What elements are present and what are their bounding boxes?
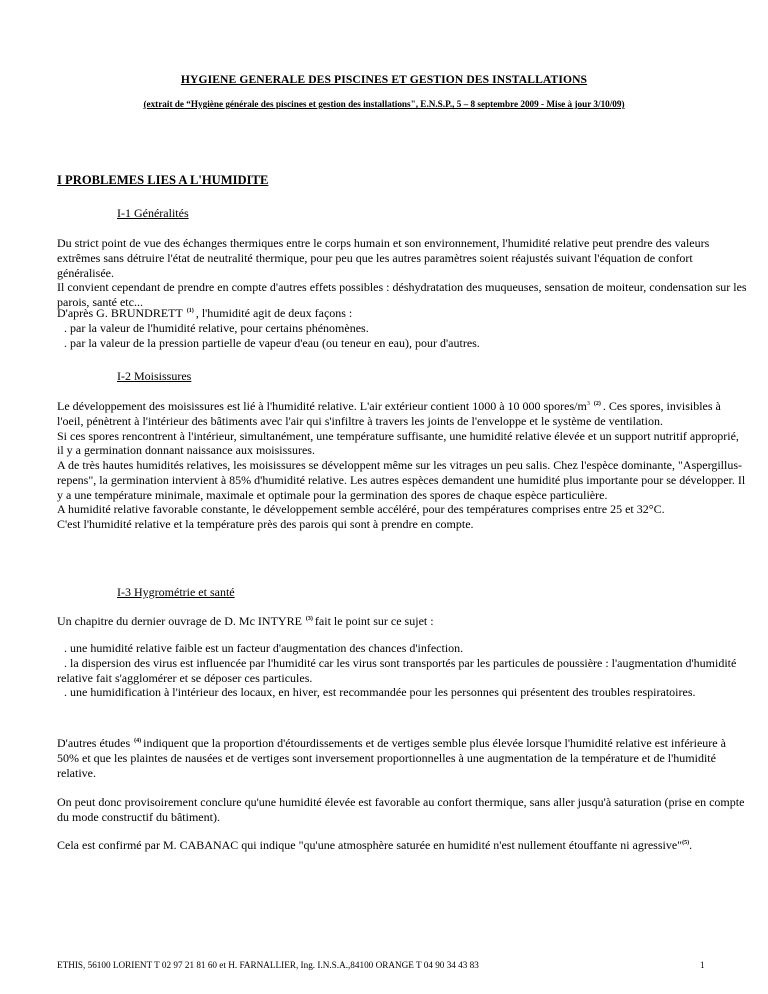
footnote-ref: (2) xyxy=(593,401,601,407)
text-run: . Ces spores, invisibles à l'oeil, pénètrent à l'intérieur des bâtiments avec l'air qui s'infiltre à travers les joints de l'enveloppe et le système de ventilation. xyxy=(57,399,721,428)
text-run: Un chapitre du dernier ouvrage de D. Mc INTYRE xyxy=(57,614,302,628)
subsection-heading-hygrometrie: I-3 Hygrométrie et santé xyxy=(117,585,235,599)
section-heading: I PROBLEMES LIES A L'HUMIDITE xyxy=(57,173,269,187)
footnote-ref: (4) xyxy=(134,738,142,744)
paragraph: Il convient cependant de prendre en compte d'autres effets possibles : déshydratation des muqueuses, sensation de moiteur, condensation sur les parois, santé etc... xyxy=(57,280,747,309)
cabanac-paragraph xyxy=(57,838,747,853)
page-footer: ETHIS, 56100 LORIENT T 02 97 21 81 60 et H. FARNALLIER, Ing. I.N.S.A.,84100 ORANGE T 04 90 34 43 83 xyxy=(57,960,479,970)
text-run: . xyxy=(689,838,693,852)
document-title: HYGIENE GENERALE DES PISCINES ET GESTION DES INSTALLATIONS xyxy=(180,73,588,86)
paragraph: A humidité relative favorable constante, le développement semble accéléré, pour des températures comprises entre 25 et 32°C. xyxy=(57,502,665,517)
conclusion-paragraph xyxy=(57,795,747,825)
document-subtitle: (extrait de “Hygiène générale des piscines et gestion des installations", E.N.S.P., 5 – 8 septembre 2009 - Mise à jour 3/10/09) xyxy=(143,99,625,109)
paragraph: Si ces spores rencontrent à l'intérieur, simultanément, une température suffisante, une humidité relative élevée et un support nutritif approprié, il y a germination donnant naissance aux moisissures. xyxy=(57,428,739,458)
paragraph: A de très hautes humidités relatives, les moisissures se développent même sur les vitrages un peu salis. Chez l'espèce dominante, "Aspergillus-repens", la germination intervient à 85% d'humidité relative. Les autres espèces demandent une humidité plus importante pour se développer. Il y a une température minimale, maximale et optimale pour la germination des spores de chaque espèce particulière. xyxy=(57,458,746,502)
text-run: Cela est confirmé par M. CABANAC qui indique "qu'une atmosphère saturée en humidité n'est nullement étouffante ni agressive" xyxy=(57,838,683,852)
hygrometrie-intro xyxy=(57,614,747,629)
paragraph: C'est l'humidité relative et la température près des parois qui sont à prendre en compte. xyxy=(57,517,474,531)
bullet-item: . par la valeur de l'humidité relative, pour certains phénomènes. xyxy=(64,320,369,335)
paragraph xyxy=(57,399,747,429)
text-run: indiquent que la proportion d'étourdissements et de vertiges semble plus élevée lorsque l'humidité relative est inférieure à 50% et que les plaintes de nausées et de vertiges sont inversement proportionnelles à une augmentation de la température et de l'humidité relative. xyxy=(57,736,726,780)
paragraph xyxy=(57,614,747,629)
footnote-ref: (3) xyxy=(305,616,313,622)
text-run: Le développement des moisissures est lié à l'humidité relative. L'air extérieur contient 1000 à 10 000 spores/m xyxy=(57,399,587,413)
paragraph xyxy=(57,736,747,780)
paragraph: On peut donc provisoirement conclure qu'une humidité élevée est favorable au confort thermique, sans aller jusqu'à saturation (prise en compte du mode constructif du bâtiment). xyxy=(57,795,745,824)
text-run: D'autres études xyxy=(57,736,131,750)
subsection-heading-moisissures: I-2 Moisissures xyxy=(117,369,192,383)
generalites-body xyxy=(57,236,747,310)
paragraph: Du strict point de vue des échanges thermiques entre le corps humain et son environnement, l'humidité relative peut prendre des valeurs extrêmes sans détruire l'état de neutralité thermique, pour peu que les autres paramètres soient réajustés suivant l'équation de confort généralisée. xyxy=(57,236,710,280)
subsection-heading-generalites: I-1 Généralités xyxy=(117,206,189,220)
bullet-item: . par la valeur de la pression partielle de vapeur d'eau (ou teneur en eau), pour d'autres. xyxy=(64,335,480,350)
footnote-ref: (1) xyxy=(186,308,194,314)
text-run: , l'humidité agit de deux façons : xyxy=(195,306,353,320)
paragraph xyxy=(57,306,747,321)
bullet-item: . une humidité relative faible est un facteur d'augmentation des chances d'infection. xyxy=(64,641,464,655)
hygrometrie-bullets xyxy=(57,641,747,700)
brundrett-paragraph xyxy=(57,306,747,350)
text-run: . la dispersion des virus est influencée par l'humidité car les virus sont transportés par les particules de poussière : l'augmentation d'humidité relative fait s'agglomérer et se déposer ces particules. xyxy=(57,655,737,685)
text-run: . une humidification à l'intérieur des locaux, en hiver, est recommandée pour les personnes qui présentent des troubles respiratoires. xyxy=(64,685,696,700)
footnote-ref: (5) xyxy=(682,840,690,846)
page-number: 1 xyxy=(700,960,705,970)
moisissures-body xyxy=(57,399,747,532)
autres-etudes-paragraph xyxy=(57,736,747,780)
text-run: fait le point sur ce sujet : xyxy=(314,614,434,628)
text-run: D'après G. BRUNDRETT xyxy=(57,306,183,320)
paragraph xyxy=(57,838,747,853)
bullet-item xyxy=(57,656,747,686)
unit-exponent: 3 xyxy=(586,401,590,407)
bullet-item xyxy=(57,685,747,700)
